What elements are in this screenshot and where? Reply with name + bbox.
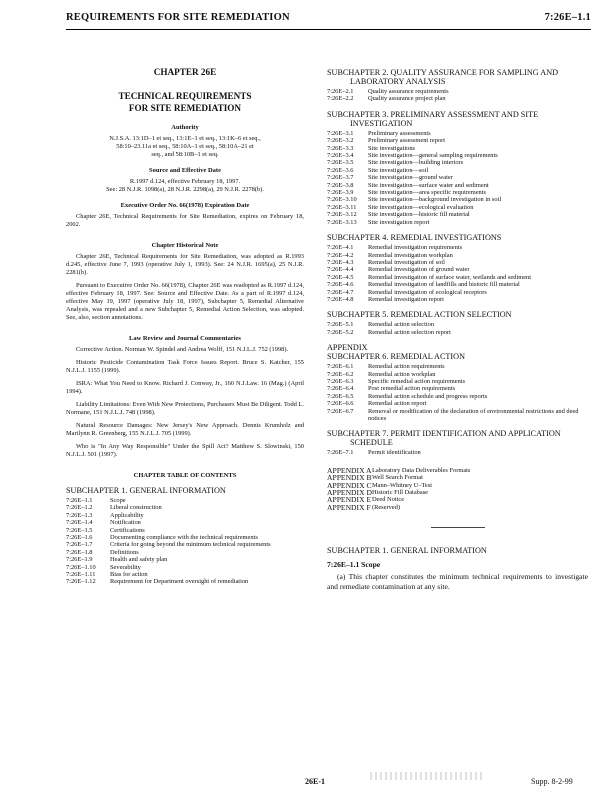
section-number: 7:26E–4.6 <box>327 281 354 289</box>
section-title: Remedial investigation of ground water <box>368 266 470 274</box>
appendix-list <box>327 467 588 511</box>
section-number: 7:26E–4.5 <box>327 273 354 281</box>
section-number: 7:26E–3.4 <box>327 152 354 160</box>
section-title: Bias for action <box>110 571 148 579</box>
section-title: Permit identification <box>368 449 421 457</box>
toc-heading: CHAPTER TABLE OF CONTENTS <box>133 472 237 479</box>
section-number: 7:26E–6.6 <box>327 400 354 408</box>
subchapter-7-title: SUBCHAPTER 7. PERMIT IDENTIFICATION AND APPLICATION SCHEDULE <box>327 429 561 448</box>
section-title: Site investigation—ecological evaluation <box>368 203 474 211</box>
section-title: Deed Notice <box>371 496 405 504</box>
section-1-1-heading: 7:26E–1.1 Scope <box>327 560 381 570</box>
section-title: Well Search Format <box>371 474 423 482</box>
section-title: Remedial investigation requirements <box>368 244 463 252</box>
toc-row <box>66 571 304 578</box>
section-title: Remedial investigation workplan <box>368 251 453 259</box>
section-title: Remedial investigation of ecological receptors <box>368 288 487 296</box>
subchapter-3-toc <box>327 130 588 226</box>
section-number: 7:26E–4.8 <box>327 295 354 303</box>
section-number: 7:26E–1.10 <box>66 563 96 571</box>
header-rule <box>66 29 591 30</box>
section-title: Site investigation—area specific requirements <box>368 189 487 197</box>
section-title: Scope <box>110 497 126 504</box>
toc-row <box>327 95 588 102</box>
section-number: APPENDIX E <box>327 495 372 505</box>
section-title: Remedial investigation report <box>368 295 444 303</box>
toc-row <box>327 378 588 385</box>
toc-row <box>327 130 588 137</box>
source-line-2: See: 28 N.J.R. 1098(a), 28 N.J.R. 2298(a), 29 N.J.R. 2278(b). <box>106 186 264 193</box>
law-review-entry: Corrective Action. Norman W. Spindel and Andrea Wolff, 151 N.J.L.J. 752 (1998). <box>76 346 289 353</box>
toc-row <box>327 321 588 328</box>
section-number: 7:26E–3.9 <box>327 189 354 197</box>
toc-row <box>327 393 588 400</box>
section-number: 7:26E–3.1 <box>327 129 354 137</box>
toc-row <box>66 519 304 526</box>
supplement-date: Supp. 8-2-99 <box>531 777 573 786</box>
section-1-1-text: (a) This chapter constitutes the minimum technical requirements to investigate and remediate contamination at any site. <box>327 572 588 591</box>
section-title: Remedial action selection <box>368 321 435 329</box>
historical-note-heading: Chapter Historical Note <box>151 242 219 249</box>
toc-row <box>327 281 588 288</box>
section-title: Health and safety plan <box>110 556 168 564</box>
toc-row <box>327 152 588 159</box>
subchapter-4-title: SUBCHAPTER 4. REMEDIAL INVESTIGATIONS <box>327 233 502 243</box>
section-title: Site investigation—background investigation in soil <box>368 196 502 204</box>
section-number: 7:26E–1.6 <box>66 534 93 542</box>
toc-row <box>327 182 588 189</box>
section-number: 7:26E–1.8 <box>66 548 93 556</box>
section-number: 7:26E–6.3 <box>327 377 354 385</box>
scan-smudge <box>370 772 482 780</box>
subchapter-6-toc <box>327 363 588 422</box>
toc-row <box>327 449 588 456</box>
toc-row <box>66 556 304 563</box>
section-title: Remedial investigation of surface water, wetlands and sediment <box>368 273 532 281</box>
section-title: Remedial action selection report <box>368 328 451 336</box>
section-title: Applicability <box>110 511 144 519</box>
toc-row <box>327 196 588 203</box>
toc-row <box>66 534 304 541</box>
toc-row <box>66 497 304 504</box>
section-title: Quality assurance project plan <box>368 95 446 103</box>
section-title: Notification <box>110 519 141 527</box>
section-title: Remedial action report <box>368 400 427 408</box>
toc-row <box>327 289 588 296</box>
toc-row <box>66 512 304 519</box>
toc-row <box>327 363 588 370</box>
toc-row <box>327 211 588 218</box>
section-divider <box>431 527 485 528</box>
chapter-title-line-2: FOR SITE REMEDIATION <box>128 103 242 113</box>
section-title: Liberal construction <box>110 504 162 512</box>
section-number: 7:26E–1.3 <box>66 511 93 519</box>
executive-order-heading: Executive Order No. 66(1978) Expiration Date <box>120 202 250 209</box>
subchapter-1-toc <box>66 497 304 586</box>
toc-row <box>327 252 588 259</box>
section-title: Remedial action workplan <box>368 370 436 378</box>
law-review-entry: ISRA: What You Need to Know. Richard J. Conway, Jr., 160 N.J.Law. 16 (Mag.) (April 1994). <box>66 380 304 395</box>
section-number: 7:26E–5.2 <box>327 328 354 336</box>
section-number: 7:26E–1.1 <box>66 497 93 504</box>
section-title: Historic Fill Database <box>371 489 429 497</box>
section-number: 7:26E–5.1 <box>327 321 354 329</box>
section-title: Remedial action requirements <box>368 363 445 371</box>
section-number: 7:26E–1.12 <box>66 578 96 586</box>
toc-row <box>327 167 588 174</box>
section-title: Laboratory Data Deliverables Formats <box>371 466 471 474</box>
law-review-entry: Historic Pesticide Contamination Task Force Issues Report. Bruce S. Katcher, 155 N.J.L.J. 1155 (1999). <box>66 359 304 374</box>
toc-row <box>327 329 588 336</box>
section-title: Site investigation—general sampling requirements <box>368 152 498 160</box>
section-number: 7:26E–3.5 <box>327 159 354 167</box>
authority-line-1: N.J.S.A. 13:1D–1 et seq., 13:1E–1 et seq., 13:1K–6 et seq., <box>109 135 261 142</box>
section-number: 7:26E–3.12 <box>327 211 357 219</box>
toc-row <box>66 527 304 534</box>
left-column <box>66 68 304 586</box>
subchapter-3-title: SUBCHAPTER 3. PRELIMINARY ASSESSMENT AND SITE INVESTIGATION <box>327 109 539 128</box>
toc-row <box>327 408 588 423</box>
toc-row <box>327 159 588 166</box>
appendix-label: APPENDIX <box>327 343 368 353</box>
page-number: 26E-1 <box>305 777 325 786</box>
section-number: 7:26E–3.3 <box>327 144 354 152</box>
toc-row <box>327 296 588 303</box>
section-title: Requirement for Department oversight of remediation <box>110 578 249 586</box>
section-title: Site investigation—historic fill material <box>368 211 470 219</box>
toc-row <box>66 541 304 548</box>
chapter-number: CHAPTER 26E <box>153 67 217 77</box>
appendix-row <box>327 504 588 511</box>
chapter-title <box>66 90 304 114</box>
section-title: Site investigations <box>368 144 416 152</box>
section-number: 7:26E–4.4 <box>327 266 354 274</box>
subchapter-2-toc <box>327 88 588 103</box>
subchapter-6-title: SUBCHAPTER 6. REMEDIAL ACTION <box>327 352 465 362</box>
section-number: 7:26E–1.4 <box>66 519 93 527</box>
section-number: 7:26E–4.7 <box>327 288 354 296</box>
section-title: Post remedial action requirements <box>368 385 456 393</box>
toc-row <box>327 400 588 407</box>
section-number: 7:26E–2.1 <box>327 88 354 95</box>
section-title: Severability <box>110 563 141 571</box>
section-number: APPENDIX B <box>327 473 372 483</box>
section-title: Remedial investigation of soil <box>368 258 445 266</box>
subchapter-5-title: SUBCHAPTER 5. REMEDIAL ACTION SELECTION <box>327 310 512 320</box>
section-number: APPENDIX C <box>327 480 372 490</box>
toc-row <box>327 259 588 266</box>
section-number: 7:26E–7.1 <box>327 449 354 457</box>
executive-order-text: Chapter 26E, Technical Requirements for Site Remediation, expires on February 18, 2002. <box>66 213 304 228</box>
section-title: (Reserved) <box>371 503 400 511</box>
subchapter-7-toc <box>327 449 588 456</box>
section-number: APPENDIX F <box>327 502 371 512</box>
section-title: Mann–Whitney U–Test <box>371 481 433 489</box>
toc-row <box>327 137 588 144</box>
toc-row <box>327 274 588 281</box>
toc-row <box>327 145 588 152</box>
running-header <box>66 12 591 26</box>
source-heading: Source and Effective Date <box>149 167 221 174</box>
subchapter-4-toc <box>327 244 588 303</box>
section-number: 7:26E–1.11 <box>66 571 96 579</box>
historical-note-paragraph: Chapter 26E, Technical Requirements for Site Remediation, was adopted as R.1993 d.245, effective June 7, 1993 (operative July 1, 1993). See: 24 N.J.R. 1695(a), 25 N.J.R. 2281(b). <box>66 253 304 276</box>
section-title: Site investigation—soil <box>368 166 429 174</box>
section-number: 7:26E–3.13 <box>327 218 357 226</box>
toc-row <box>66 549 304 556</box>
section-number: 7:26E–3.11 <box>327 203 357 211</box>
toc-row <box>66 564 304 571</box>
section-title: Remedial action schedule and progress reports <box>368 392 488 400</box>
toc-row <box>327 219 588 226</box>
section-number: 7:26E–4.2 <box>327 251 354 259</box>
subchapter-5-toc <box>327 321 588 336</box>
section-number: 7:26E–1.9 <box>66 556 93 564</box>
section-number: 7:26E–1.7 <box>66 541 93 549</box>
section-title: Remedial investigation of landfills and historic fill material <box>368 281 520 289</box>
section-number: 7:26E–3.7 <box>327 174 354 182</box>
subchapter-1-title: SUBCHAPTER 1. GENERAL INFORMATION <box>66 486 226 495</box>
section-number: 7:26E–2.2 <box>327 95 354 103</box>
authority-heading: Authority <box>171 124 199 131</box>
toc-row <box>327 88 588 95</box>
section-number: APPENDIX A <box>327 465 372 475</box>
section-number: 7:26E–1.5 <box>66 526 93 534</box>
section-title: Definitions <box>110 548 139 556</box>
toc-row <box>327 244 588 251</box>
section-number: 7:26E–1.2 <box>66 504 93 512</box>
body-subchapter-1-title: SUBCHAPTER 1. GENERAL INFORMATION <box>327 546 487 556</box>
section-number: APPENDIX D <box>327 488 372 498</box>
section-title: Preliminary assessment report <box>368 137 446 145</box>
subchapter-2-title: SUBCHAPTER 2. QUALITY ASSURANCE FOR SAMPLING AND LABORATORY ANALYSIS <box>327 68 559 86</box>
toc-row <box>327 385 588 392</box>
law-review-heading: Law Review and Journal Commentaries <box>129 335 241 342</box>
section-number: 7:26E–3.2 <box>327 137 354 145</box>
toc-row <box>327 174 588 181</box>
section-number: 7:26E–3.8 <box>327 181 354 189</box>
toc-row <box>66 504 304 511</box>
section-number: 7:26E–4.1 <box>327 244 354 252</box>
historical-note-paragraph: Pursuant to Executive Order No. 66(1978), Chapter 26E was readopted as R.1997 d.124, effective February 18, 1997. See: Source and Effective Date. As a part of R.1997 d.124, effective May 19, 1997 (operative July 18, 1997), Subchapter 5, Remedial Alternative Analysis, was repealed and a new Subchapter 5, Remedial Action Selection, was adopted. See, also, section annotations. <box>66 282 304 321</box>
toc-row <box>327 266 588 273</box>
source-line-1: R.1997 d.124, effective February 18, 1997. <box>129 178 241 185</box>
section-title: Preliminary assessments <box>368 129 431 137</box>
chapter-title-line-1: TECHNICAL REQUIREMENTS <box>118 91 252 101</box>
toc-row <box>327 371 588 378</box>
right-column <box>327 68 588 591</box>
section-number: 7:26E–6.5 <box>327 392 354 400</box>
section-number: 7:26E–6.1 <box>327 363 354 371</box>
law-review-entry: Who is "In Any Way Responsible" Under the Spill Act? Matthew S. Slowinski, 150 N.J.L.J. 501 (1997). <box>66 443 304 458</box>
authority-line-3: seq., and 58:10B–1 et seq. <box>151 151 219 158</box>
section-title: Site investigation—building interiors <box>368 159 464 167</box>
section-title: Site investigation—surface water and sediment <box>368 181 489 189</box>
section-title: Specific remedial action requirements <box>368 377 466 385</box>
section-number: 7:26E–3.6 <box>327 166 354 174</box>
section-number: 7:26E–3.10 <box>327 196 357 204</box>
toc-row <box>66 578 304 585</box>
section-number: 7:26E–6.4 <box>327 385 354 393</box>
toc-row <box>327 189 588 196</box>
section-number: 7:26E–4.3 <box>327 258 354 266</box>
section-number: 7:26E–6.7 <box>327 407 354 415</box>
section-number: 7:26E–6.2 <box>327 370 354 378</box>
header-title: REQUIREMENTS FOR SITE REMEDIATION <box>66 12 290 23</box>
section-title: Quality assurance requirements <box>368 88 449 95</box>
section-title: Site investigation report <box>368 218 430 226</box>
header-section-number: 7:26E–1.1 <box>544 12 591 23</box>
section-title: Certifications <box>110 526 145 534</box>
authority-line-2: 58:10–23.11a et seq., 58:10A–1 et seq., 58:10A–21 et <box>116 143 254 150</box>
law-review-entry: Liability Limitations: Even With New Protections, Purchasers Must Be Diligent. Todd L. Normane, 151 N.J.L.J. 748 (1998). <box>66 401 304 416</box>
section-title: Site investigation—ground water <box>368 174 453 182</box>
law-review-entry: Natural Resource Damages: New Jersey's New Approach. Dennis Krumholz and Marilynn R. Greenberg, 155 N.J.L.J. 705 (1999). <box>66 422 304 437</box>
toc-row <box>327 204 588 211</box>
section-title: Documenting compliance with the technical requirements <box>110 534 258 542</box>
section-title: Removal or modification of the declaration of environmental restrictions and deed notices <box>368 407 579 422</box>
section-title: Criteria for going beyond the minimum technical requirements <box>110 541 271 549</box>
